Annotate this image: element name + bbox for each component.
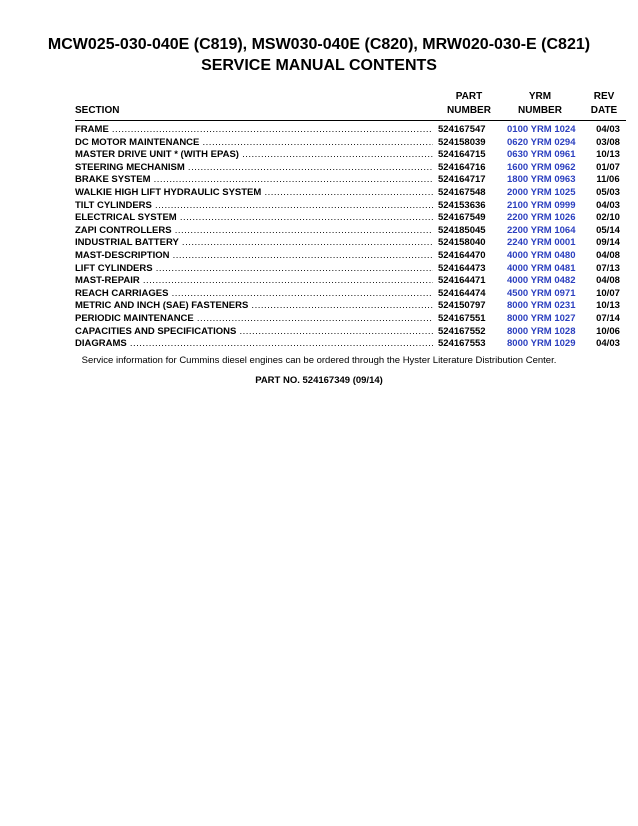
part-number: 524158040 (438, 237, 486, 249)
header-section: SECTION (75, 105, 120, 116)
yrm-link[interactable]: 2200 YRM 1026 (507, 212, 576, 224)
section-name: CAPACITIES AND SPECIFICATIONS ..... (75, 326, 433, 339)
part-number: 524153636 (438, 199, 486, 211)
yrm-link[interactable]: 4000 YRM 0481 (507, 262, 576, 274)
document-title: MCW025-030-040E (C819), MSW030-040E (C820), MRW020-030-E (C821) (47, 36, 591, 53)
table-row (75, 162, 630, 175)
yrm-link[interactable]: 2000 YRM 1025 (507, 186, 576, 198)
table-row (75, 237, 630, 250)
document-subtitle: SERVICE MANUAL CONTENTS (201, 57, 437, 74)
section-name: BRAKE SYSTEM ..... (75, 174, 433, 187)
section-name: REACH CARRIAGES ..... (75, 288, 433, 301)
header-part-line2: NUMBER (447, 105, 491, 116)
section-name: DC MOTOR MAINTENANCE ..... (75, 137, 433, 150)
part-number: 524167551 (438, 312, 486, 324)
yrm-link[interactable]: 4000 YRM 0482 (507, 275, 576, 287)
part-number: 524167552 (438, 325, 486, 337)
part-number: 524164473 (438, 262, 486, 274)
rev-date: 02/10 (596, 212, 620, 224)
yrm-link[interactable]: 0630 YRM 0961 (507, 149, 576, 161)
rev-date: 09/14 (596, 237, 620, 249)
rev-date: 10/06 (596, 325, 620, 337)
table-row (75, 200, 630, 213)
header-part-number (440, 90, 498, 118)
rev-date: 04/08 (596, 275, 620, 287)
rev-date: 05/14 (596, 224, 620, 236)
part-number: 524164716 (438, 161, 486, 173)
section-name: ELECTRICAL SYSTEM ..... (75, 212, 433, 225)
table-row (75, 137, 630, 150)
rev-date: 01/07 (596, 161, 620, 173)
part-number: 524158039 (438, 136, 486, 148)
yrm-link[interactable]: 2240 YRM 0001 (507, 237, 576, 249)
yrm-link[interactable]: 2100 YRM 0999 (507, 199, 576, 211)
section-name: DIAGRAMS ..... (75, 338, 433, 351)
rev-date: 04/03 (596, 124, 620, 135)
table-row (75, 174, 630, 187)
rev-date: 10/13 (596, 149, 620, 161)
table-row (75, 225, 630, 238)
section-name: LIFT CYLINDERS ..... (75, 263, 433, 276)
rev-date: 10/13 (596, 300, 620, 312)
part-number: 524167548 (438, 186, 486, 198)
yrm-link[interactable]: 8000 YRM 1029 (507, 338, 576, 350)
table-row (75, 124, 630, 137)
table-row (75, 326, 630, 339)
table-row (75, 187, 630, 200)
table-row (75, 300, 630, 313)
section-name: TILT CYLINDERS ..... (75, 200, 433, 213)
header-yrm-number (505, 90, 575, 118)
section-name: PERIODIC MAINTENANCE ..... (75, 313, 433, 326)
part-number: 524164715 (438, 149, 486, 161)
rev-date: 07/14 (596, 312, 620, 324)
part-number: 524167549 (438, 212, 486, 224)
section-name: FRAME ..... (75, 124, 433, 137)
yrm-link[interactable]: 4500 YRM 0971 (507, 287, 576, 299)
part-number: 524150797 (438, 300, 486, 312)
footnote: Service information for Cummins diesel engines can be ordered through the Hyster Literature Distribution Center. (81, 355, 557, 366)
table-row (75, 263, 630, 276)
part-number: 524167547 (438, 124, 486, 135)
part-number: 524164471 (438, 275, 486, 287)
header-divider (75, 120, 626, 121)
contents-table (75, 124, 630, 351)
section-name: METRIC AND INCH (SAE) FASTENERS ..... (75, 300, 433, 313)
part-number: 524164470 (438, 249, 486, 261)
table-row (75, 338, 630, 351)
table-row (75, 212, 630, 225)
rev-date: 10/07 (596, 287, 620, 299)
header-rev-date (580, 90, 628, 118)
part-number: 524164474 (438, 287, 486, 299)
yrm-link[interactable]: 1600 YRM 0962 (507, 161, 576, 173)
section-name: INDUSTRIAL BATTERY ..... (75, 237, 433, 250)
header-yrm-line2: NUMBER (518, 105, 562, 116)
part-number: 524185045 (438, 224, 486, 236)
rev-date: 04/03 (596, 199, 620, 211)
header-rev-line2: DATE (590, 105, 618, 116)
section-name: STEERING MECHANISM ..... (75, 162, 433, 175)
rev-date: 04/03 (596, 338, 620, 350)
rev-date: 05/03 (596, 186, 620, 198)
section-name: ZAPI CONTROLLERS ..... (75, 225, 433, 238)
document-part-number: PART NO. 524167349 (09/14) (255, 375, 383, 386)
section-name: WALKIE HIGH LIFT HYDRAULIC SYSTEM ..... (75, 187, 433, 200)
table-row (75, 288, 630, 301)
rev-date: 03/08 (596, 136, 620, 148)
yrm-link[interactable]: 2200 YRM 1064 (507, 224, 576, 236)
table-row (75, 149, 630, 162)
header-part-line1: PART (455, 91, 483, 102)
yrm-link[interactable]: 8000 YRM 1027 (507, 312, 576, 324)
table-row (75, 313, 630, 326)
rev-date: 11/06 (596, 174, 620, 186)
section-name: MASTER DRIVE UNIT * (WITH EPAS) ..... (75, 149, 433, 162)
rev-date: 07/13 (596, 262, 620, 274)
header-yrm-line1: YRM (528, 91, 552, 102)
yrm-link[interactable]: 8000 YRM 1028 (507, 325, 576, 337)
section-name: MAST-DESCRIPTION ..... (75, 250, 433, 263)
yrm-link[interactable]: 4000 YRM 0480 (507, 249, 576, 261)
section-name: MAST-REPAIR ..... (75, 275, 433, 288)
table-row (75, 275, 630, 288)
yrm-link[interactable]: 8000 YRM 0231 (507, 300, 576, 312)
table-row (75, 250, 630, 263)
part-number: 524164717 (438, 174, 486, 186)
part-number: 524167553 (438, 338, 486, 350)
rev-date: 04/08 (596, 249, 620, 261)
header-rev-line1: REV (593, 91, 615, 102)
yrm-link[interactable]: 1800 YRM 0963 (507, 174, 576, 186)
yrm-link[interactable]: 0100 YRM 1024 (507, 124, 576, 135)
yrm-link[interactable]: 0620 YRM 0294 (507, 136, 576, 148)
